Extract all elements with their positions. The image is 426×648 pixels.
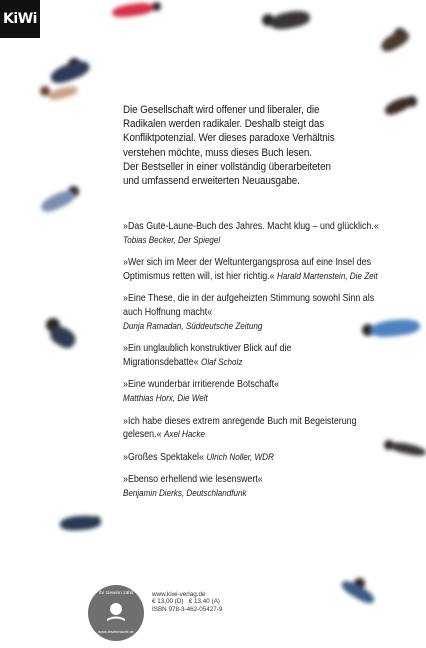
blurb-line: verstehen möchte, muss dieses Buch lesen. bbox=[123, 146, 312, 159]
quote-text: »Großes Spektakel« bbox=[123, 451, 204, 463]
review-quotes bbox=[123, 220, 387, 510]
blurb bbox=[123, 103, 393, 188]
review-quote bbox=[123, 378, 387, 405]
quote-text: »Eine These, die in der aufgeheizten Stimmung sowohl Sinn als auch Hoffnung macht« bbox=[123, 293, 375, 318]
isbn: ISBN 978-3-462-05427-9 bbox=[152, 605, 223, 613]
quote-text: »Eine wunderbar irritierende Botschaft« bbox=[123, 379, 280, 391]
review-quote bbox=[123, 342, 352, 369]
blurb-line: Konfliktpotenzial. Wer dieses paradoxe Verhältnis bbox=[123, 132, 335, 145]
review-quote bbox=[123, 220, 405, 247]
quote-source: Tobias Becker, Der Spiegel bbox=[123, 234, 221, 245]
review-quote bbox=[123, 451, 387, 465]
badge-top-text: Ihr Gewinn zählt bbox=[98, 591, 134, 596]
blurb-line: Der Bestseller in einer vollständig überarbeiteten bbox=[123, 160, 331, 173]
blurb-line: und umfassend erweiterten Neuausgabe. bbox=[123, 175, 300, 188]
quote-source: Dunja Ramadan, Süddeutsche Zeitung bbox=[123, 320, 263, 331]
review-quote bbox=[123, 256, 406, 283]
review-quote bbox=[123, 292, 387, 333]
review-quote bbox=[123, 473, 387, 500]
quote-text: »Ich habe dieses extrem anregende Buch mit Begeisterung gelesen.« bbox=[123, 415, 357, 441]
quote-text: »Das Gute-Laune-Buch des Jahres. Macht klug – und glücklich.« bbox=[123, 221, 379, 232]
quote-source: Axel Hacke bbox=[164, 429, 205, 440]
blurb-line: Die Gesellschaft wird offener und liberaler, die bbox=[123, 104, 320, 116]
reading-badge bbox=[88, 585, 144, 641]
quote-text: »Ebenso erhellend wie lesenswert« bbox=[123, 474, 263, 486]
book-tree-icon bbox=[104, 601, 128, 625]
quote-source: Olaf Scholz bbox=[201, 356, 243, 367]
publisher-url: www.kiwi-verlag.de bbox=[152, 591, 206, 598]
imprint-info bbox=[152, 591, 232, 613]
price-de: € 13,00 (D) bbox=[152, 598, 184, 606]
publisher-logo: KiWi bbox=[0, 0, 40, 38]
review-quote bbox=[123, 415, 387, 442]
quote-source: Harald Martenstein, Die Zeit bbox=[277, 270, 378, 281]
quote-text: »Ein unglaublich konstruktiver Blick auf die Migrationsdebatte« bbox=[123, 343, 292, 368]
quote-text: »Wer sich im Meer der Weltuntergangsprosa auf eine Insel des Optimismus retten will, ist hier richtig.« bbox=[123, 257, 372, 282]
badge-bottom-text: www.lesenmacht.de bbox=[98, 629, 134, 634]
blurb-line: Radikalen werden radikaler. Deshalb steigt das bbox=[123, 118, 325, 131]
quote-source: Matthias Horx, Die Welt bbox=[123, 392, 208, 403]
quote-source: Ulrich Noller, WDR bbox=[206, 451, 274, 462]
price-at: € 13,40 (A) bbox=[188, 598, 220, 606]
price-info bbox=[152, 598, 232, 605]
quote-source: Benjamin Dierks, Deutschlandfunk bbox=[123, 487, 247, 498]
